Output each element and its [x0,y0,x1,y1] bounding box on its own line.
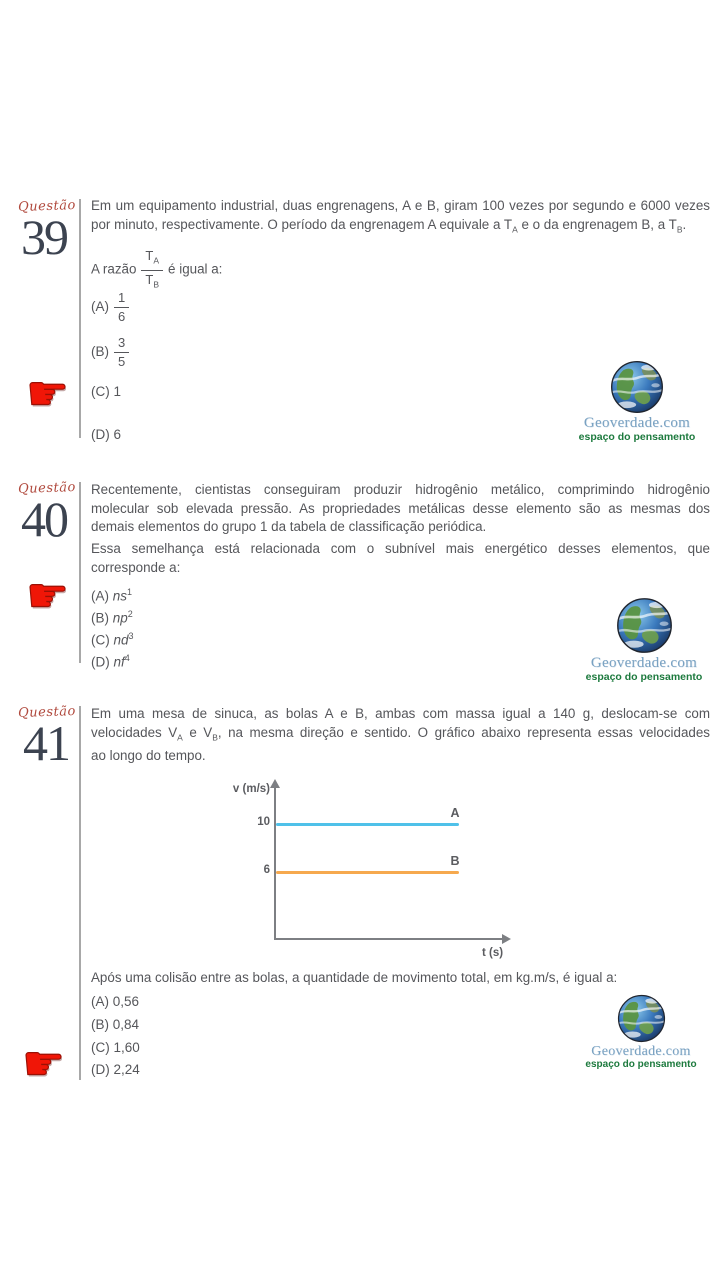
geoverdade-logo-q39 [576,360,698,443]
brand-tagline: espaço do pensamento [585,671,703,683]
question-41-option-b [91,1017,139,1032]
geoverdade-logo-q41 [580,994,702,1070]
option-key: (B) [91,344,109,360]
option-key: (B) [91,1017,109,1032]
earth-globe-icon [616,597,673,654]
brand-name: Geoverdade.com [591,1044,691,1059]
question-40-text-line4: Essa semelhança está relacionada com o subnível mais energético desses elementos, que [91,541,710,556]
fraction-numerator: $T_A$ [141,249,163,271]
question-41-option-d [91,1062,140,1077]
fraction-ta-tb [141,249,163,291]
answer-pointer-hand-icon-q39: ☛ [26,366,70,422]
series-a-label: A [450,806,460,820]
fraction-denominator: $T_B$ [145,271,160,290]
earth-globe-icon [610,360,664,414]
option-key: (D) [91,427,110,442]
question-40-divider [79,482,81,663]
question-40-text-line1: Recentemente, cientistas conseguiram produzir hidrogênio metálico, comprimindo hidrogênio [91,482,710,497]
option-value: 1 [113,384,122,399]
option-value: 1,60 [113,1040,140,1055]
question-39-option-c [91,384,121,399]
brand-name: Geoverdade.com [590,655,698,671]
option-value: nd [113,632,129,648]
brand-name: Geoverdade.com [583,415,691,431]
x-axis-arrow [502,934,511,944]
question-39-label: Questão [17,197,77,216]
option-key: (C) [91,632,110,648]
velocity-time-chart [230,780,530,970]
question-41-option-a [91,994,139,1009]
answer-pointer-hand-icon-q41: ☛ [22,1036,66,1092]
question-41-label: Questão [17,703,77,722]
option-value: np [112,610,128,626]
question-39-text-line1: Em um equipamento industrial, duas engrenagens, A e B, giram 100 vezes por segundo e 6000 vezes [91,198,710,213]
y-tick-10: 10 [257,816,270,828]
question-41-text [91,705,710,765]
question-40-label: Questão [17,479,77,498]
option-key: (A) [91,299,109,315]
question-41-text-line3: ao longo do tempo. [91,747,206,763]
question-41-text-line2: velocidades $V_A$ e $V_B$, na mesma direção e sentido. O gráfico abaixo representa essas velocidades [91,724,710,743]
option-value: 2,24 [113,1062,140,1077]
option-key: (D) [91,654,110,670]
option-key: (D) [91,1062,110,1077]
question-40-option-d: (D) $nf^4$ [91,653,130,670]
question-40-option-c: (C) $nd^3$ [91,631,134,648]
question-39-option-a [91,291,134,324]
option-value: ns [112,588,128,604]
brand-tagline: espaço do pensamento [578,431,696,443]
question-39-option-d [91,427,121,442]
question-41-after-chart: Após uma colisão entre as bolas, a quantidade de movimento total, em kg.m/s, é igual a: [91,970,618,985]
question-39-number: 39 [21,209,67,265]
y-tick-6: 6 [263,864,270,876]
option-value: nf [113,654,125,670]
option-value: 0,56 [112,994,140,1009]
question-39-text-line2: por minuto, respectivamente. O período da engrenagem A equivale a $T_A$ e o da engrenagem B, a $T_B$. [91,216,687,235]
question-41-option-c [91,1040,140,1055]
question-40-number: 40 [21,491,67,547]
x-axis [274,938,505,940]
geoverdade-logo-q40 [583,597,705,683]
y-axis [274,787,276,938]
question-40-text-line2: molecular sob elevada pressão. As propriedades metálicas desse elemento são as mesmas dos [91,500,710,516]
chart-x-axis-label: t (s) [482,947,504,959]
question-39-option-b [91,336,134,369]
answer-pointer-hand-icon-q40: ☛ [26,568,70,624]
option-key: (A) [91,588,109,604]
option-value: 0,84 [112,1017,140,1032]
chart-y-axis-label: v (m/s) [232,783,270,795]
question-39-divider [79,199,81,438]
option-fraction: $\frac{1}{6}$ [114,291,129,324]
series-a-line [276,823,459,826]
option-key: (A) [91,994,109,1009]
option-key: (C) [91,384,110,399]
question-41-text-line1: Em uma mesa de sinuca, as bolas A e B, ambas com massa igual a 140 g, deslocam-se com [91,706,710,721]
question-40-option-b: (B) $np^2$ [91,609,133,626]
question-41-number: 41 [23,715,69,771]
option-fraction: $\frac{3}{5}$ [114,336,129,369]
question-41-divider [79,706,81,1080]
question-40-text-line5: corresponde a: [91,559,181,575]
option-key: (C) [91,1040,110,1055]
earth-globe-icon [617,994,666,1043]
option-value: 6 [113,427,122,442]
question-39-stem: A razão $\frac{T_A}{T_B}$ é igual a: [91,248,223,290]
question-40-text-line3: demais elementos do grupo 1 da tabela de classificação periódica. [91,519,487,534]
question-39-text [91,197,710,239]
series-b-line [276,871,459,874]
question-40-text-p2 [91,540,710,577]
question-40-text-p1 [91,481,710,537]
series-b-label: B [450,854,460,868]
option-key: (B) [91,610,109,626]
brand-tagline: espaço do pensamento [585,1059,697,1070]
question-40-option-a: (A) $ns^1$ [91,587,133,604]
